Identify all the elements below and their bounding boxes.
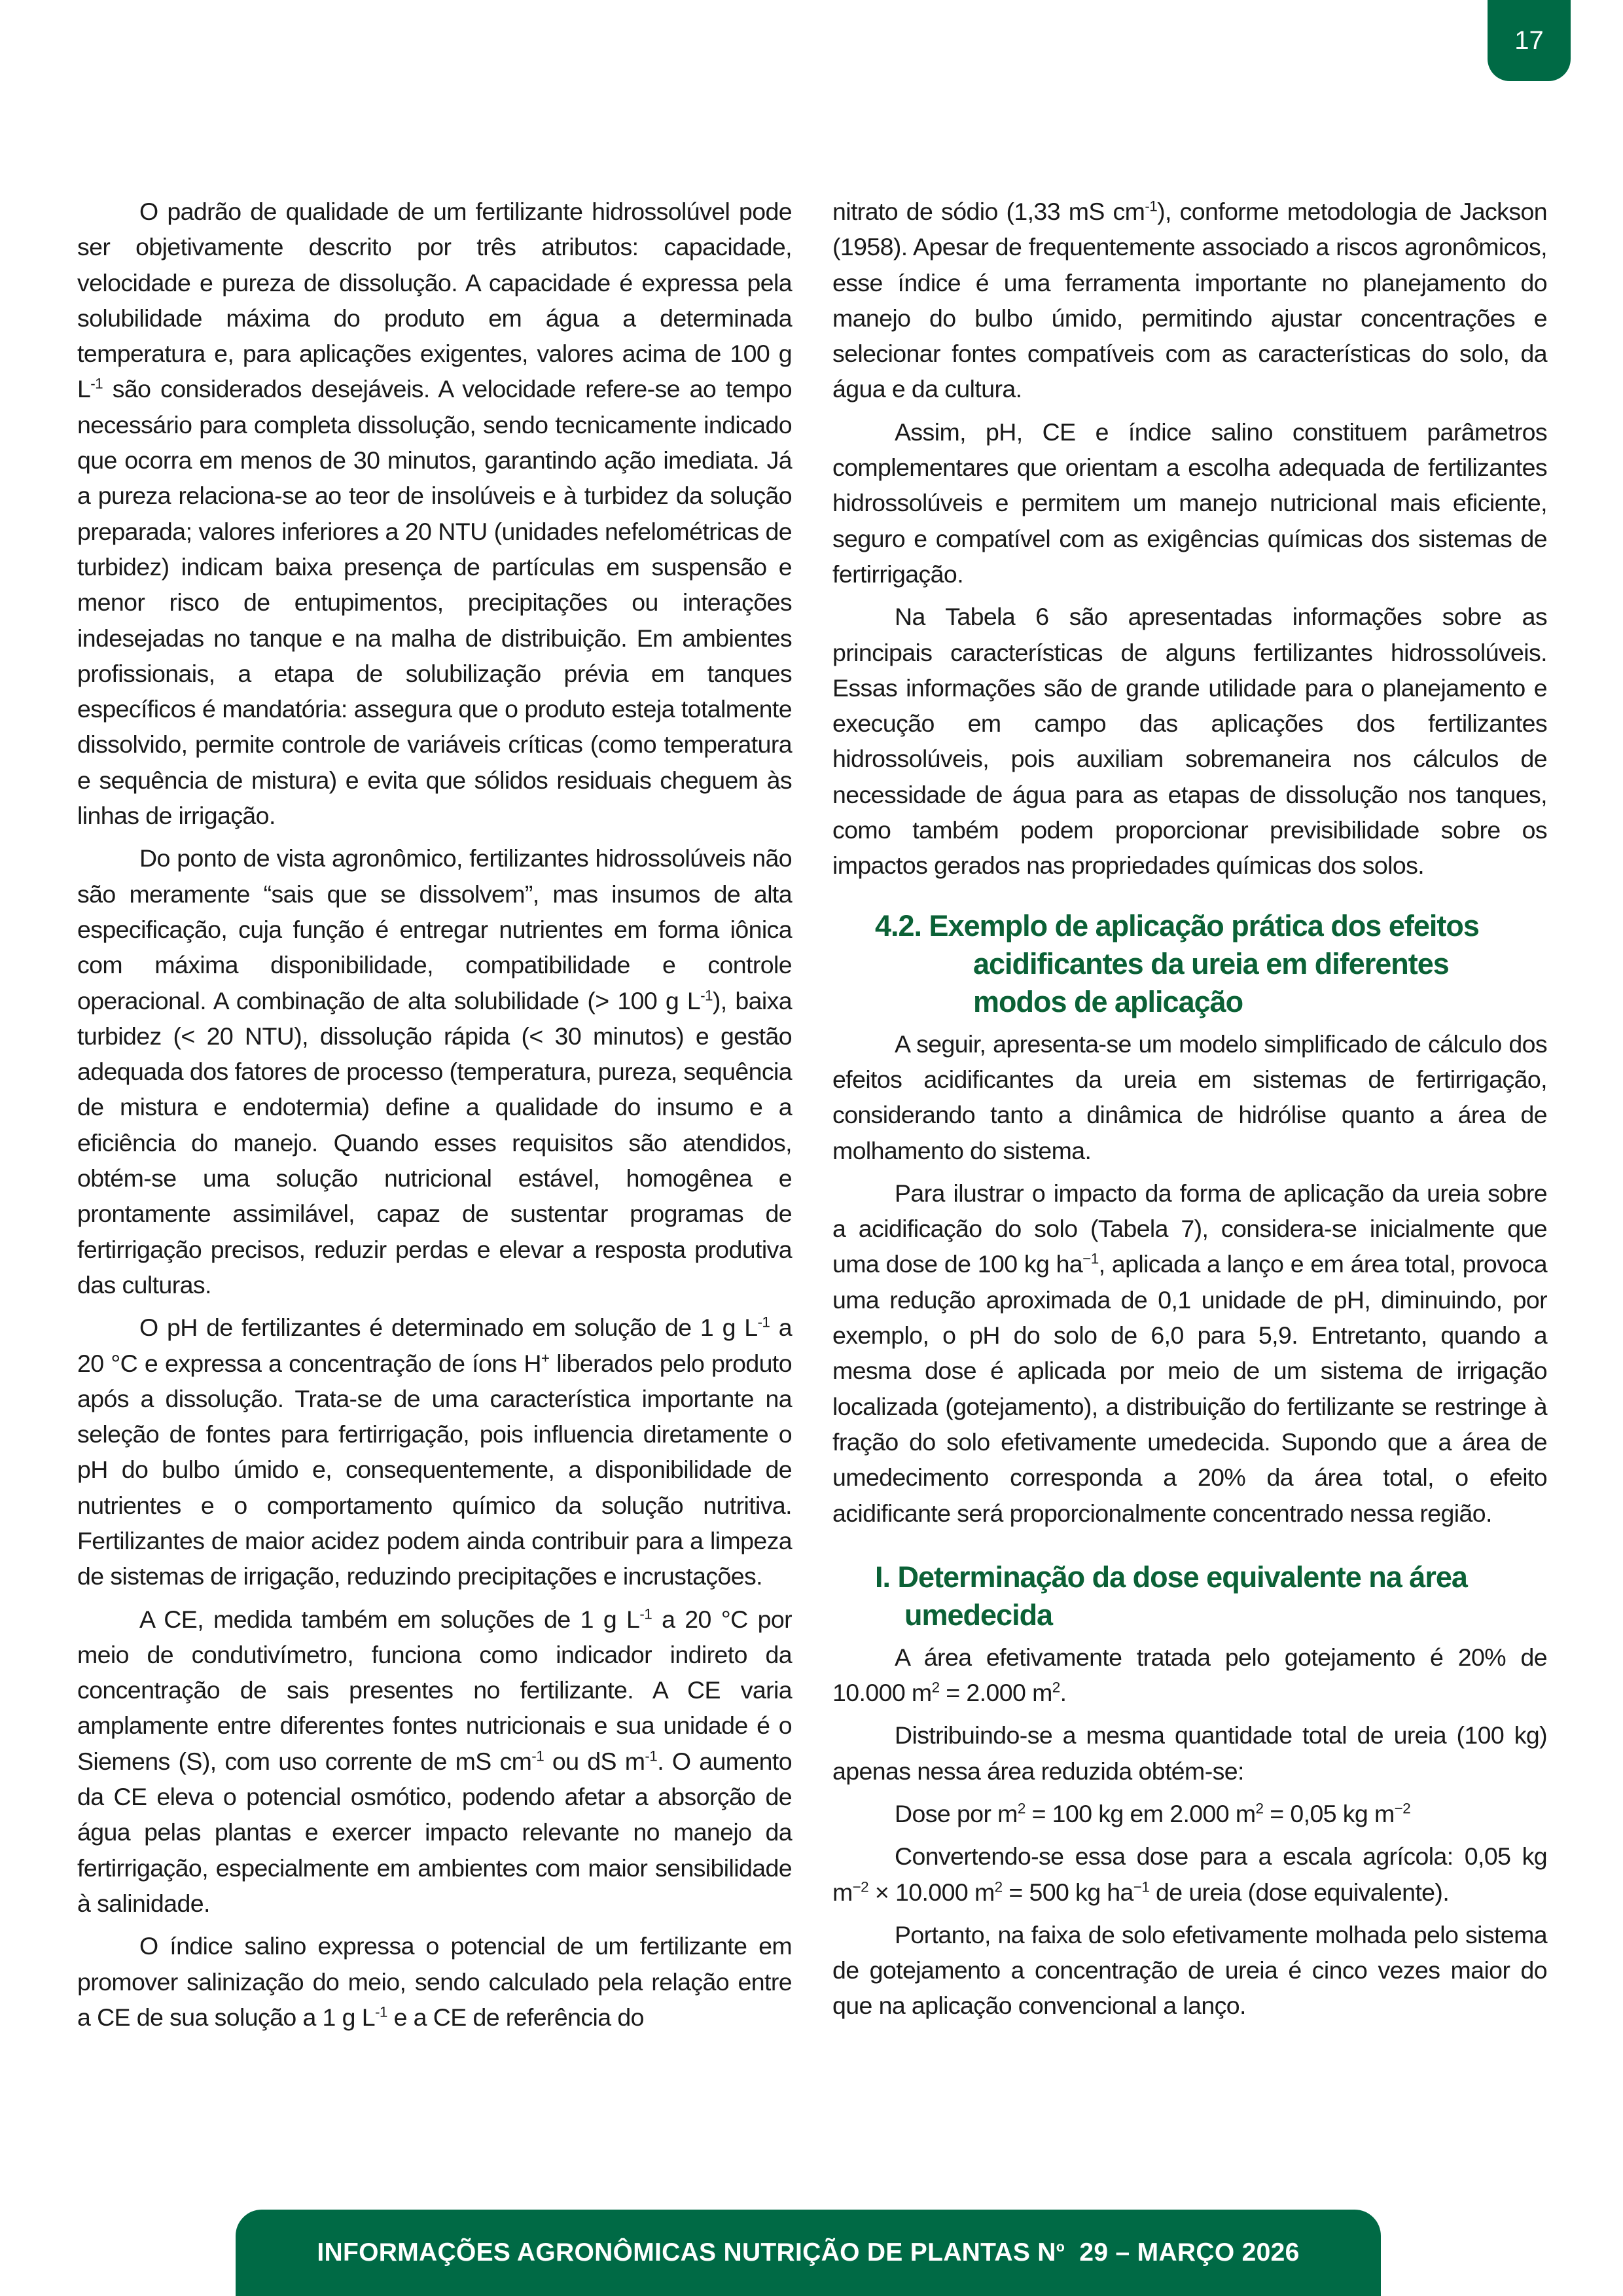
paragraph-conversion: Convertendo-se essa dose para a escala agrícola: 0,05 kg $m^{-2} \times 10.000$ $m^2 = 500$ kg $ha^{-1}$ de ureia (dose equivalente). [832,1842,1547,1906]
paragraph-saline-index: O índice salino expressa o potencial de um fertilizante em promover salinização do meio, sendo calculado pela relação entre a CE de sua solução a 1 g $L^{-1}$ e a CE de referência do [77,1932,792,2031]
footer-banner [236,2210,1381,2296]
paragraph-treated-area: A área efetivamente tratada pelo gotejamento é 20% de 10.000 $m^2 = 2.000$ $m^2$. [832,1643,1547,1707]
page-number: 17 [1514,26,1544,55]
footer-title: INFORMAÇÕES AGRONÔMICAS NUTRIÇÃO DE PLANTAS $N^o$ 29 – MARÇO 2026 [317,2238,1300,2267]
paragraph-complementary-parameters: Assim, pH, CE e índice salino constituem parâmetros complementares que orientam a escolha adequada de fertilizantes hidrossolúveis e permitem um manejo nutricional mais eficiente, seguro e compatível com as exigências químicas dos sistemas de fertirrigação. [832,418,1547,588]
paragraph-model-intro: A seguir, apresenta-se um modelo simplificado de cálculo dos efeitos acidificantes da ureia em sistemas de fertirrigação, considerando tanto a dinâmica de hidrólise quanto a área de molhamento do sistema. [832,1030,1547,1164]
paragraph-distribution: Distribuindo-se a mesma quantidade total de ureia (100 kg) apenas nessa área reduzida obtém-se: [832,1721,1547,1785]
formula-dose-per-m2: Dose por $m^2 = 100$ kg em 2.000 $m^2 = 0,05$ kg $m^{-2}$ [895,1799,1411,1827]
paragraph-agronomic-view: Do ponto de vista agronômico, fertilizantes hidrossolúveis não são meramente “sais que se dissolvem”, mas insumos de alta especificação, cuja função é entregar nutrientes em forma iônica com máxima disponibilidade, compatibilidade e controle operacional. A combinação de alta solubilidade (> 100 g $L^{-1}$), baixa turbidez (< 20 NTU), dissolução rápida (< 30 minutos) e gestão adequada dos fatores de processo (temperatura, pureza, sequência de mistura e endotermia) define a qualidade do insumo e a eficiência do manejo. Quando esses requisitos são atendidos, obtém-se uma solução nutricional estável, homogênea e prontamente assimilável, capaz de sustentar programas de fertirrigação precisos, reduzir perdas e elevar a resposta produtiva das culturas. [77,844,792,1299]
paragraph-ph: O pH de fertilizantes é determinado em solução de 1 g $L^{-1}$ a 20 °C e expressa a concentração de íons H+ liberados pelo produto após a dissolução. Trata-se de uma característica importante na seleção de fontes para fertirrigação, pois influencia diretamente o pH do bulbo úmido e, consequentemente, a disponibilidade de nutrientes e o comportamento químico da solução nutritiva. Fertilizantes de maior acidez podem ainda contribuir para a limpeza de sistemas de irrigação, reduzindo precipitações e incrustações. [77,1314,793,1590]
right-column [832,194,1547,2031]
paragraph-table-6: Na Tabela 6 são apresentadas informações sobre as principais características de alguns fertilizantes hidrossolúveis. Essas informações são de grande utilidade para o planejamento e execução em campo das aplicações dos fertilizantes hidrossolúveis, pois auxiliam sobremaneira nos cálculos de necessidade de água para as etapas de dissolução nos tanques, como também podem proporcionar previsibilidade sobre os impactos gerados nas propriedades químicas dos solos. [832,603,1547,880]
page-number-badge [1488,0,1571,81]
paragraph-saline-index-cont: nitrato de sódio (1,33 mS $cm^{-1}$), conforme metodologia de Jackson (1958). Apesar de frequentemente associado a riscos agronômicos, esse índice é uma ferramenta importante no planejamento do manejo do bulbo úmido, permitindo ajustar concentrações e selecionar fontes compatíveis com as características do solo, da água e da cultura. [832,198,1547,403]
paragraph-ce: A CE, medida também em soluções de 1 g $L^{-1}$ a 20 °C por meio de condutivímetro, funciona como indicador indireto da concentração de sais presentes no fertilizante. A CE varia amplamente entre diferentes fontes nutricionais e sua unidade é o Siemens (S), com uso corrente de mS $cm^{-1}$ ou dS $m^{-1}$. O aumento da CE eleva o potencial osmótico, podendo afetar a absorção de água pelas plantas e exercer impacto relevante no manejo da fertirrigação, especialmente em ambientes com maior sensibilidade à salinidade. [77,1605,792,1917]
subsection-heading-I: I. Determinação da dose equivalente na área umedecida [875,1560,1467,1632]
paragraph-urea-impact: Para ilustrar o impacto da forma de aplicação da ureia sobre a acidificação do solo (Tabela 7), considera-se inicialmente que uma dose de 100 kg $ha^{-1}$, aplicada a lanço e em área total, provoca uma redução aproximada de 0,1 unidade de pH, diminuindo, por exemplo, o pH do solo de 6,0 para 5,9. Entretanto, quando a mesma dose é aplicada por meio de um sistema de irrigação localizada (gotejamento), a distribuição do fertilizante se restringe à fração do solo efetivamente umedecida. Supondo que a área de umedecimento corresponda a 20% da área total, o efeito acidificante será proporcionalmente concentrado nessa região. [832,1179,1547,1527]
left-column [77,194,792,2042]
paragraph-quality-standard: O padrão de qualidade de um fertilizante hidrossolúvel pode ser objetivamente descrito por três atributos: capacidade, velocidade e pureza de dissolução. A capacidade é expressa pela solubilidade máxima do produto em água a determinada temperatura e, para aplicações exigentes, valores acima de 100 g $L^{-1}$ são considerados desejáveis. A velocidade refere-se ao tempo necessário para completa dissolução, sendo tecnicamente indicado que ocorra em menos de 30 minutos, garantindo ação imediata. Já a pureza relaciona-se ao teor de insolúveis e à turbidez da solução preparada; valores inferiores a 20 NTU (unidades nefelométricas de turbidez) indicam baixa presença de partículas em suspensão e menor risco de entupimentos, precipitações ou interações indesejadas no tanque e na malha de distribuição. Em ambientes profissionais, a etapa de solubilização prévia em tanques específicos é mandatória: assegura que o produto esteja totalmente dissolvido, permite controle de variáveis críticas (como temperatura e sequência de mistura) e evita que sólidos residuais cheguem às linhas de irrigação. [77,198,792,830]
section-heading-4-2: 4.2. Exemplo de aplicação prática dos efeitos acidificantes da ureia em diferentes modos de aplicação [875,908,1479,1018]
paragraph-conclusion: Portanto, na faixa de solo efetivamente molhada pelo sistema de gotejamento a concentração de ureia é cinco vezes maior do que na aplicação convencional a lanço. [832,1920,1547,2020]
